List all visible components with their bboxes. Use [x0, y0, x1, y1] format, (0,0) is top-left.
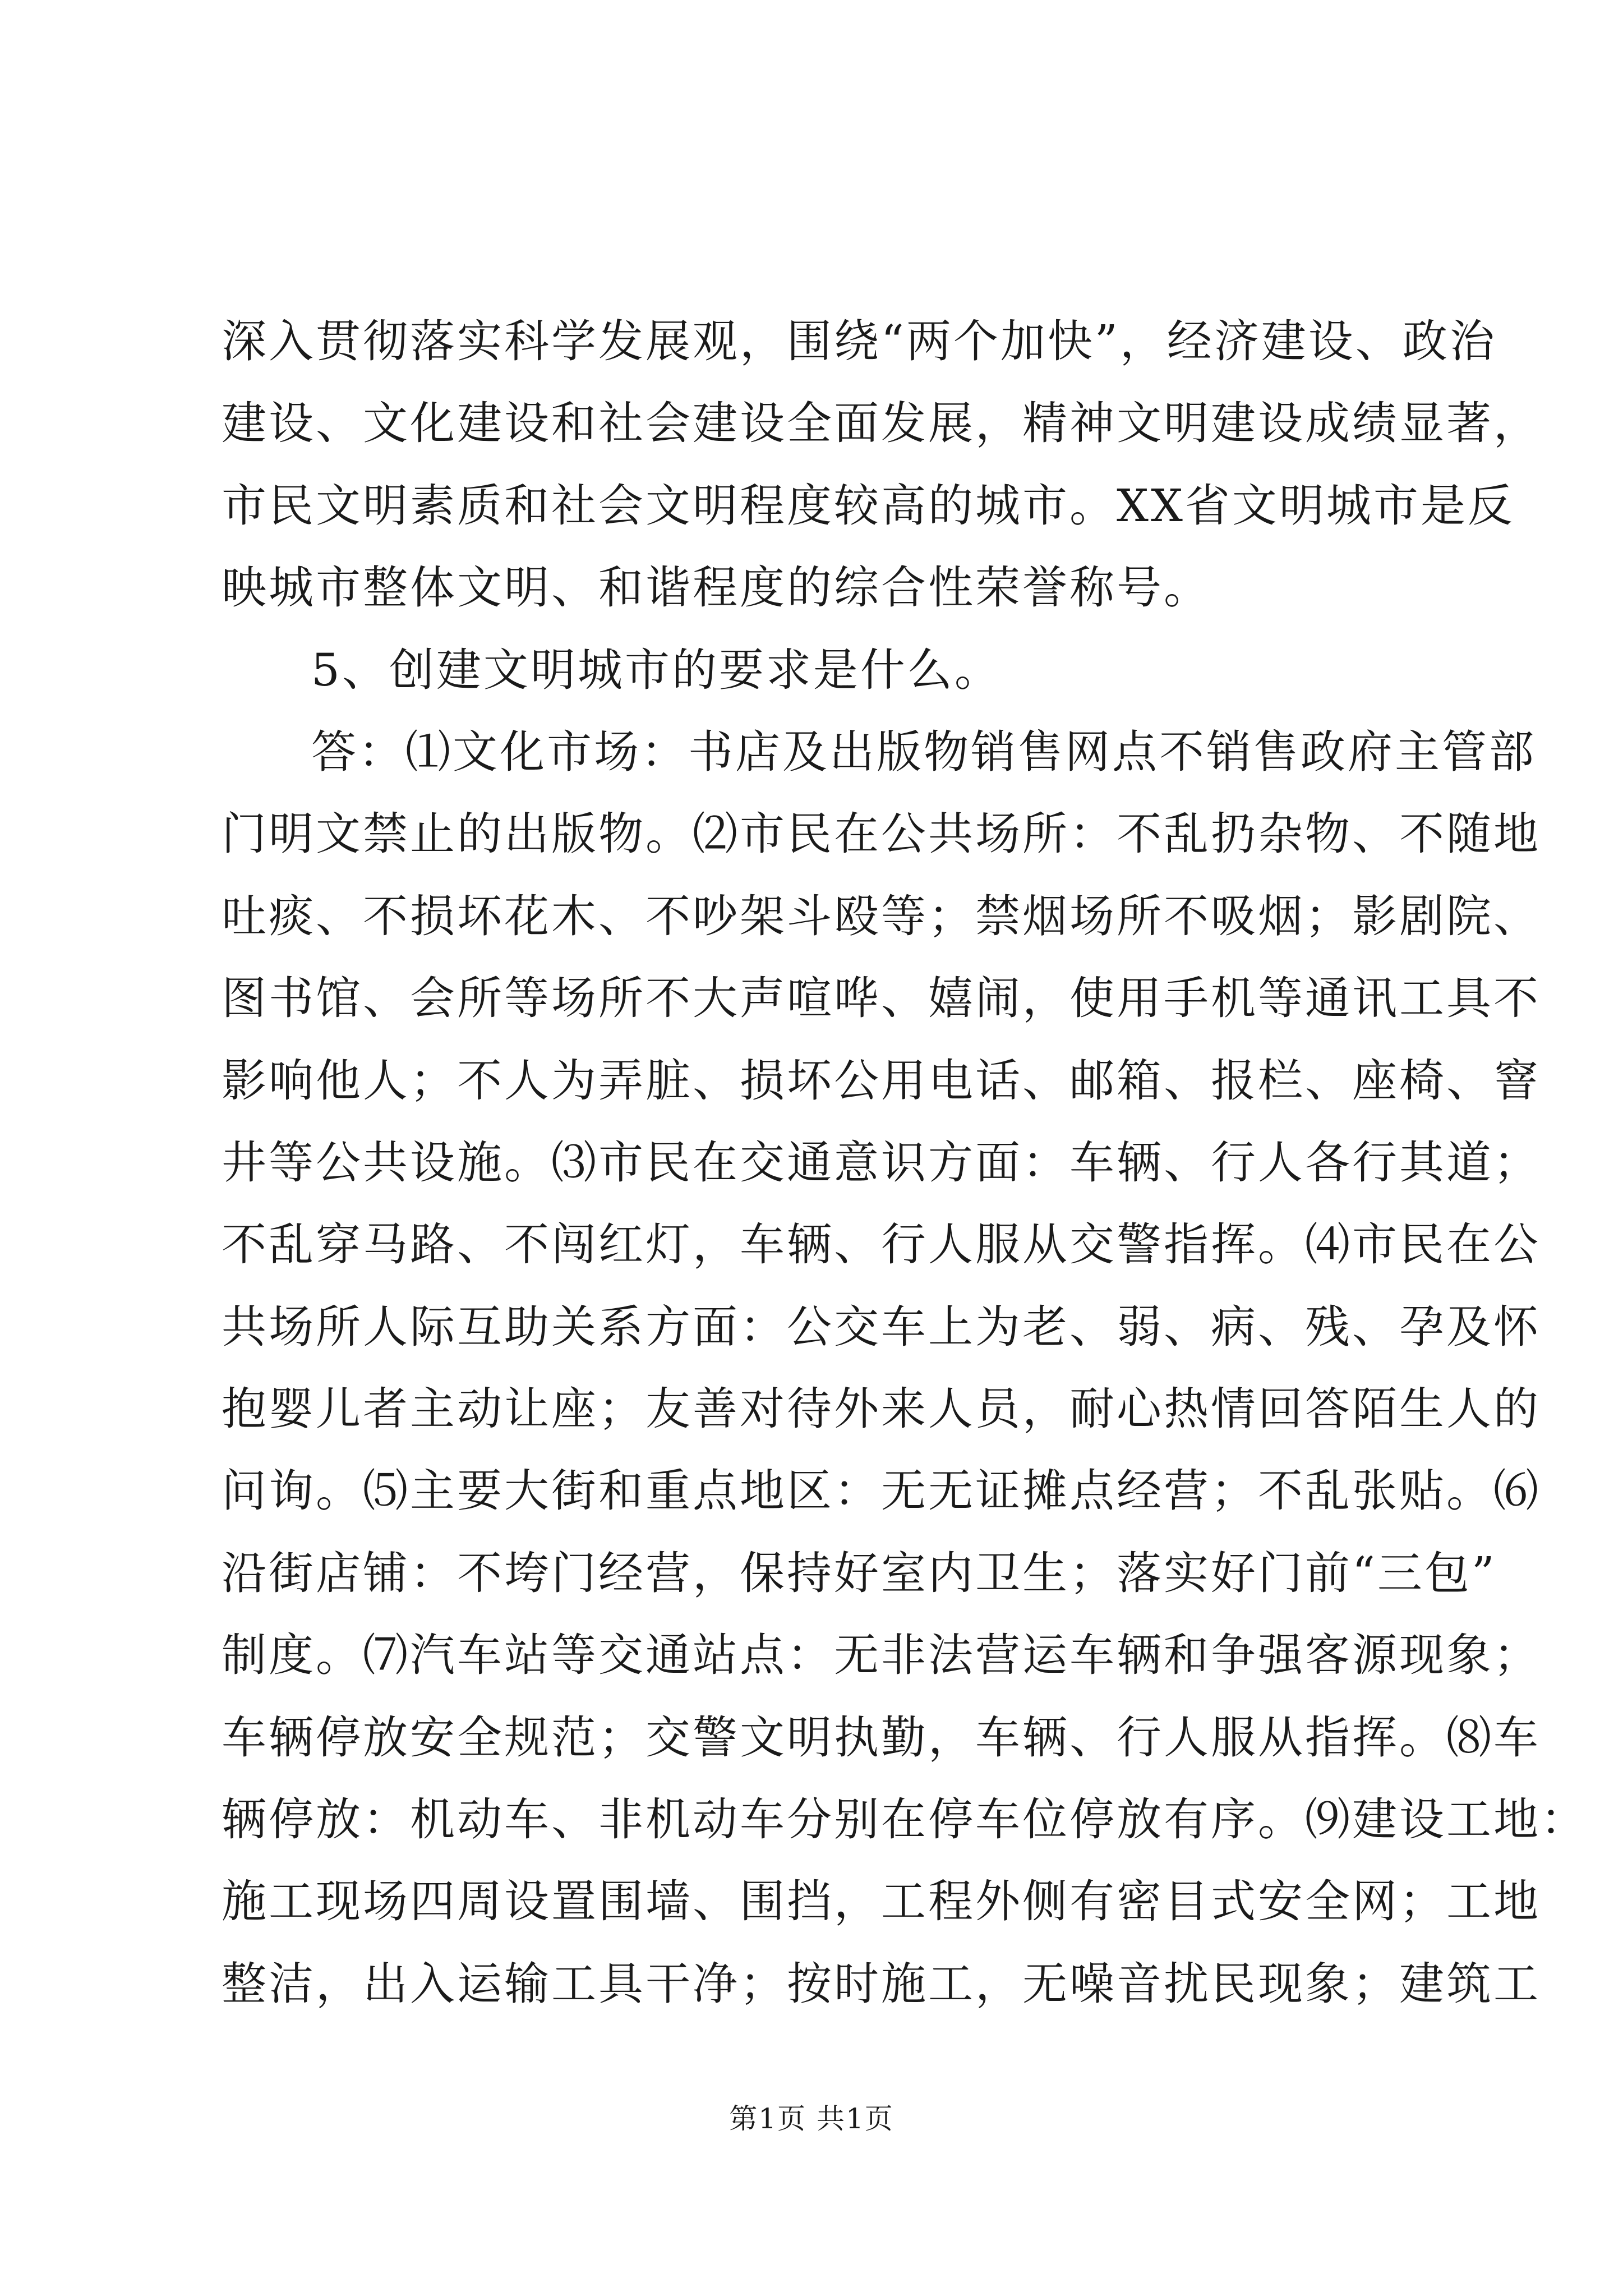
paragraph-line: 施工现场四周设置围墙、围挡，工程外侧有密目式安全网；工地	[222, 1875, 1541, 1928]
paragraph-line: 映城市整体文明、和谐程度的综合性荣誉称号。	[222, 562, 1211, 614]
paragraph-line: 共场所人际互助关系方面：公交车上为老、弱、病、残、孕及怀	[222, 1300, 1541, 1353]
paragraph-line: 车辆停放安全规范；交警文明执勤，车辆、行人服从指挥。⑻车	[222, 1711, 1541, 1764]
paragraph-line: 不乱穿马路、不闯红灯，车辆、行人服从交警指挥。⑷市民在公	[222, 1218, 1541, 1271]
question-heading: 5、创建文明城市的要求是什么。	[311, 643, 1002, 696]
paragraph-line: 深入贯彻落实科学发展观，围绕“两个加快”，经济建设、政治	[222, 315, 1497, 367]
paragraph-line: 抱婴儿者主动让座；友善对待外来人员，耐心热情回答陌生人的	[222, 1383, 1541, 1435]
paragraph-line: 市民文明素质和社会文明程度较高的城市。XX省文明城市是反	[222, 479, 1515, 532]
paragraph-line: 影响他人；不人为弄脏、损坏公用电话、邮箱、报栏、座椅、窨	[222, 1054, 1541, 1107]
paragraph-line: 沿街店铺：不垮门经营，保持好室内卫生；落实好门前“三包”	[222, 1547, 1497, 1599]
paragraph-line: 问询。⑸主要大街和重点地区：无无证摊点经营；不乱张贴。⑹	[222, 1465, 1541, 1517]
document-body	[222, 301, 1588, 2025]
paragraph-line: 吐痰、不损坏花木、不吵架斗殴等；禁烟场所不吸烟；影剧院、	[222, 890, 1541, 942]
paragraph-line: 辆停放：机动车、非机动车分别在停车位停放有序。⑼建设工地：	[222, 1793, 1588, 1846]
paragraph-line: 建设、文化建设和社会建设全面发展，精神文明建设成绩显著，	[222, 397, 1541, 450]
paragraph-line: 图书馆、会所等场所不大声喧哗、嬉闹，使用手机等通讯工具不	[222, 972, 1541, 1025]
paragraph-line: 门明文禁止的出版物。⑵市民在公共场所：不乱扔杂物、不随地	[222, 808, 1541, 861]
paragraph-line: 整洁，出入运输工具干净；按时施工，无噪音扰民现象；建筑工	[222, 1957, 1541, 2010]
paragraph-line: 井等公共设施。⑶市民在交通意识方面：车辆、行人各行其道；	[222, 1136, 1541, 1189]
page-number-footer: 第1页 共1页	[729, 2102, 894, 2135]
paragraph-line: 制度。⑺汽车站等交通站点：无非法营运车辆和争强客源现象；	[222, 1629, 1541, 1682]
paragraph-line: 答：⑴文化市场：书店及出版物销售网点不销售政府主管部	[311, 725, 1536, 778]
